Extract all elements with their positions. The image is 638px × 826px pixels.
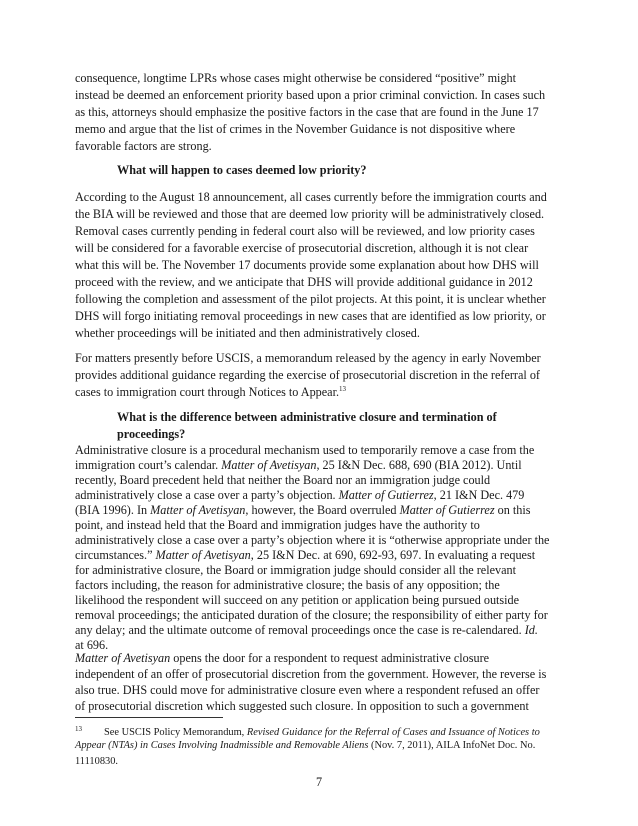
body-text: independent of an offer of prosecutorial discretion from the government. However, the reverse is	[75, 667, 547, 681]
body-text-line: factors including, the reason for administrative closure; the basis of any opposition; the	[75, 578, 500, 592]
body-text: opens the door for a respondent to request administrative closure	[170, 651, 490, 665]
footnote-title: Appear (NTAs) in Cases Involving Inadmissible and Removable Aliens	[75, 740, 369, 751]
body-text-line: For matters presently before USCIS, a memorandum released by the agency in early November	[75, 351, 541, 365]
footnote-divider	[75, 717, 223, 718]
body-text: , however, the Board overruled	[245, 503, 400, 517]
body-text-line: DHS will forgo initiating removal proceedings in new cases that are identified as low priority, or	[75, 309, 546, 323]
body-text-line: memo and argue that the list of crimes in the November Guidance is not dispositive where	[75, 122, 516, 136]
body-text: , 25 I&N Dec. 688, 690 (BIA 2012). Until	[316, 458, 522, 472]
body-text-line: recently, Board precedent held that neither the Board nor an immigration judge could	[75, 473, 491, 487]
case-citation: Id.	[524, 623, 538, 637]
body-text: administratively close a case over a party’s objection.	[75, 488, 339, 502]
body-text: circumstances.”	[75, 548, 156, 562]
footnote-title: Revised Guidance for the Referral of Cases and Issuance of Notices to	[246, 727, 540, 738]
case-citation: Matter of Avetisyan	[75, 651, 171, 665]
body-text-line	[75, 650, 489, 666]
body-text: on this	[494, 503, 531, 517]
body-text-line: favorable factors are strong.	[75, 139, 212, 153]
page-number: 7	[315, 775, 323, 789]
body-text: immigration court’s calendar.	[75, 458, 222, 472]
case-citation: Matter of Gutierrez	[338, 488, 434, 502]
body-text-line: what this will be. The November 17 documents provide some explanation about how DHS will	[75, 258, 539, 272]
body-text-line: removal proceedings; the anticipated duration of the closure; the responsibility of either party for	[75, 608, 548, 622]
body-text-line: administratively close a case over a party’s objection where it is “otherwise appropriate under the	[75, 533, 550, 547]
body-text-line	[75, 547, 535, 563]
body-text: , 21 I&N Dec. 479	[433, 488, 525, 502]
body-text-line	[75, 682, 539, 698]
footnote-number: 13	[75, 725, 82, 733]
body-text-line: provides additional guidance regarding the exercise of prosecutorial discretion in the referral of	[75, 368, 540, 382]
body-text: of prosecutorial discretion which suggested such closure. In opposition to such a government	[75, 699, 529, 713]
body-text: (BIA 1996). In	[75, 503, 151, 517]
footnote-line: 11110830.	[75, 756, 119, 767]
section-heading: What will happen to cases deemed low priority?	[117, 163, 367, 177]
body-text: , 25 I&N Dec. at 690, 692-93, 697. In evaluating a request	[250, 548, 536, 562]
body-text-line: Removal cases currently pending in federal court also will be reviewed, and low priority cases	[75, 224, 535, 238]
section-heading: proceedings?	[117, 427, 186, 441]
footnote-text: (Nov. 7, 2011), AILA InfoNet Doc. No.	[368, 740, 536, 751]
body-text: cases to immigration court through Notices to Appear.	[75, 385, 340, 399]
body-text-line: likelihood the respondent will succeed on any petition or application being pursued outside	[75, 593, 520, 607]
section-heading: What is the difference between administrative closure and termination of	[117, 410, 497, 424]
body-text-line	[75, 487, 524, 503]
body-text-line: instead be deemed an enforcement priority based upon a prior criminal conviction. In cases such	[75, 88, 546, 102]
body-text-line	[75, 622, 538, 638]
case-citation: Matter of Gutierrez	[399, 503, 495, 517]
body-text-line	[75, 457, 522, 473]
body-text-line	[75, 698, 529, 714]
body-text-line: will be considered for a favorable exercise of prosecutorial discretion, although it is not clear	[75, 241, 529, 255]
case-citation: Matter of Avetisyan	[221, 458, 317, 472]
body-text-line: at 696.	[75, 638, 109, 652]
body-text-line: for administrative closure, the Board or immigration judge should consider all the relevant	[75, 563, 516, 577]
body-text-line: point, and instead held that the Board and immigration judges have the authority to	[75, 518, 480, 532]
body-text: also true. DHS could move for administrative closure even where a respondent refused an offer	[75, 683, 540, 697]
body-text-line	[75, 502, 530, 518]
body-text-line: the BIA will be reviewed and those that are deemed low priority will be administratively closed.	[75, 207, 545, 221]
body-text-line: as this, attorneys should emphasize the positive factors in the case that are found in the June 17	[75, 105, 539, 119]
body-text-line: consequence, longtime LPRs whose cases might otherwise be considered “positive” might	[75, 71, 517, 85]
body-text-line	[75, 666, 546, 682]
case-citation: Matter of Avetisyan	[155, 548, 251, 562]
body-text-line: According to the August 18 announcement, all cases currently before the immigration courts and	[75, 190, 547, 204]
body-text-line	[75, 384, 346, 400]
footnote-text: See USCIS Policy Memorandum,	[104, 727, 247, 738]
body-text-line: Administrative closure is a procedural mechanism used to temporarily remove a case from the	[75, 443, 535, 457]
body-text: any delay; and the ultimate outcome of removal proceedings once the case is re-calendared.	[75, 623, 525, 637]
footnote-line	[75, 738, 535, 753]
case-citation: Matter of Avetisyan	[150, 503, 246, 517]
body-text-line: proceed with the review, and we anticipate that DHS will provide additional guidance in 2012	[75, 275, 533, 289]
body-text-line: whether proceedings will be initiated and then administratively closed.	[75, 326, 420, 340]
body-text-line: following the completion and assessment of the pilot projects. At this point, it is unclear whether	[75, 292, 546, 306]
footnote-reference[interactable]: 13	[339, 385, 347, 393]
